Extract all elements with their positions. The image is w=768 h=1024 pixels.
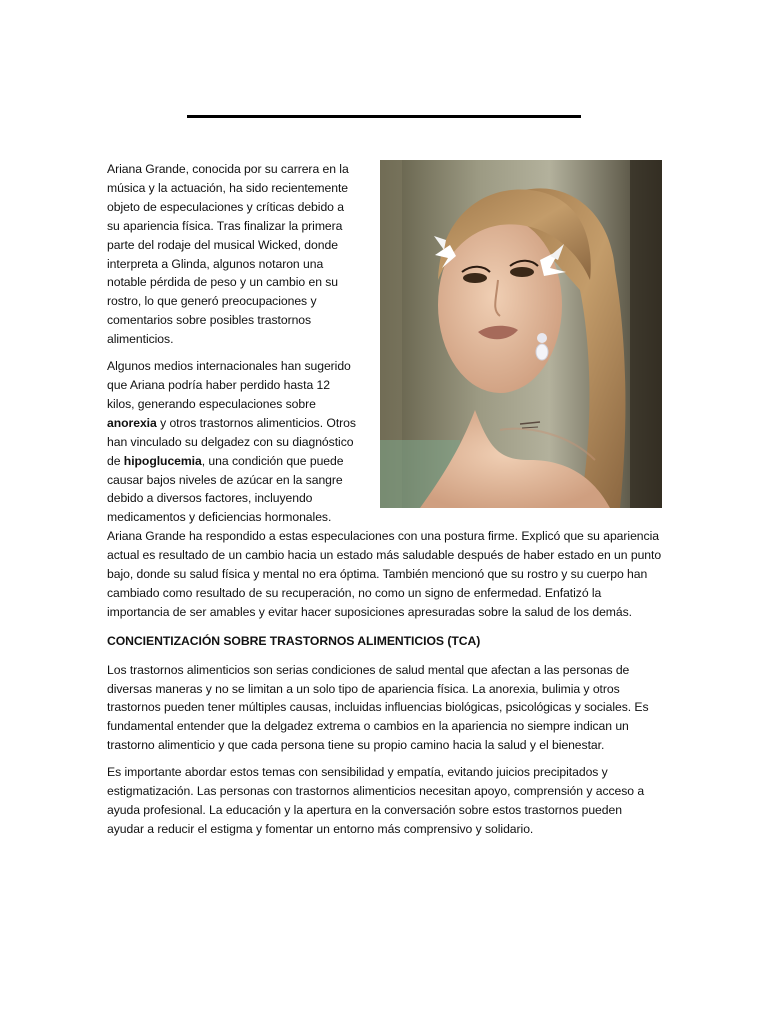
term-hipoglucemia: hipoglucemia [123,453,202,468]
portrait-photo [380,160,662,508]
paragraph-2-part-b: y otros trastornos alimenticios. Otros han vinculado su delgadez con su diagnóstico de [107,415,356,468]
section-heading: CONCIENTIZACIÓN SOBRE TRASTORNOS ALIMENTICIOS (TCA) [107,633,481,648]
paragraph-4: Es importante abordar estos temas con sensibilidad y empatía, evitando juicios precipitados y estigmatización. Las personas con trastornos alimenticios necesitan apoyo, comprensión y acceso a ayuda profesional. La educación y la apertura en la conversación sobre estos trastornos pueden ayudar a reducir el estigma y fomentar un entorno más comprensivo y solidario. [107,765,645,836]
portrait-illustration [380,160,662,508]
header-rule [187,115,581,118]
paragraph-3: Los trastornos alimenticios son serias condiciones de salud mental que afectan a las personas de diversas maneras y no se limitan a un solo tipo de apariencia física. La anorexia, bulimia y otros trastornos pueden tener múltiples causas, incluidas influencias biológicas, psicológicas y sociales. Es fundamental entender que la delgadez extrema o cambios en la apariencia no siempre indican un trastorno alimenticio y que cada persona tiene su propio camino hacia la salud y el bienestar. [107,662,649,753]
article-body [107,160,662,847]
paragraph-1: Ariana Grande, conocida por su carrera en la música y la actuación, ha sido recientemente objeto de especulaciones y críticas debido a su apariencia física. Tras finalizar la primera parte del rodaje del musical Wicked, donde interpreta a Glinda, algunos notaron una notable pérdida de peso y un cambio en su rostro, lo que generó preocupaciones y comentarios sobre posibles trastornos alimenticios. [107,162,349,347]
term-anorexia: anorexia [107,415,157,430]
paragraph-2-part-c: , una condición que puede causar bajos niveles de azúcar en la sangre debido a diversos factores, incluyendo medicamentos y deficiencias hormonales. Ariana Grande ha respondido a estas especulaciones con una postura firme. Explicó que su apariencia actual es resultado de un cambio hacia un estado más saludable después de haber estado en un punto bajo, donde su salud física y mental no era óptima. También mencionó que su rostro y su cuerpo han cambiado como resultado de su recuperación, no como un signo de enfermedad. Enfatizó la importancia de ser amables y evitar hacer suposiciones apresuradas sobre la salud de los demás. [107,453,662,619]
paragraph-2-part-a: Algunos medios internacionales han sugerido que Ariana podría haber perdido hasta 12 kilos, generando especulaciones sobre [107,359,351,411]
